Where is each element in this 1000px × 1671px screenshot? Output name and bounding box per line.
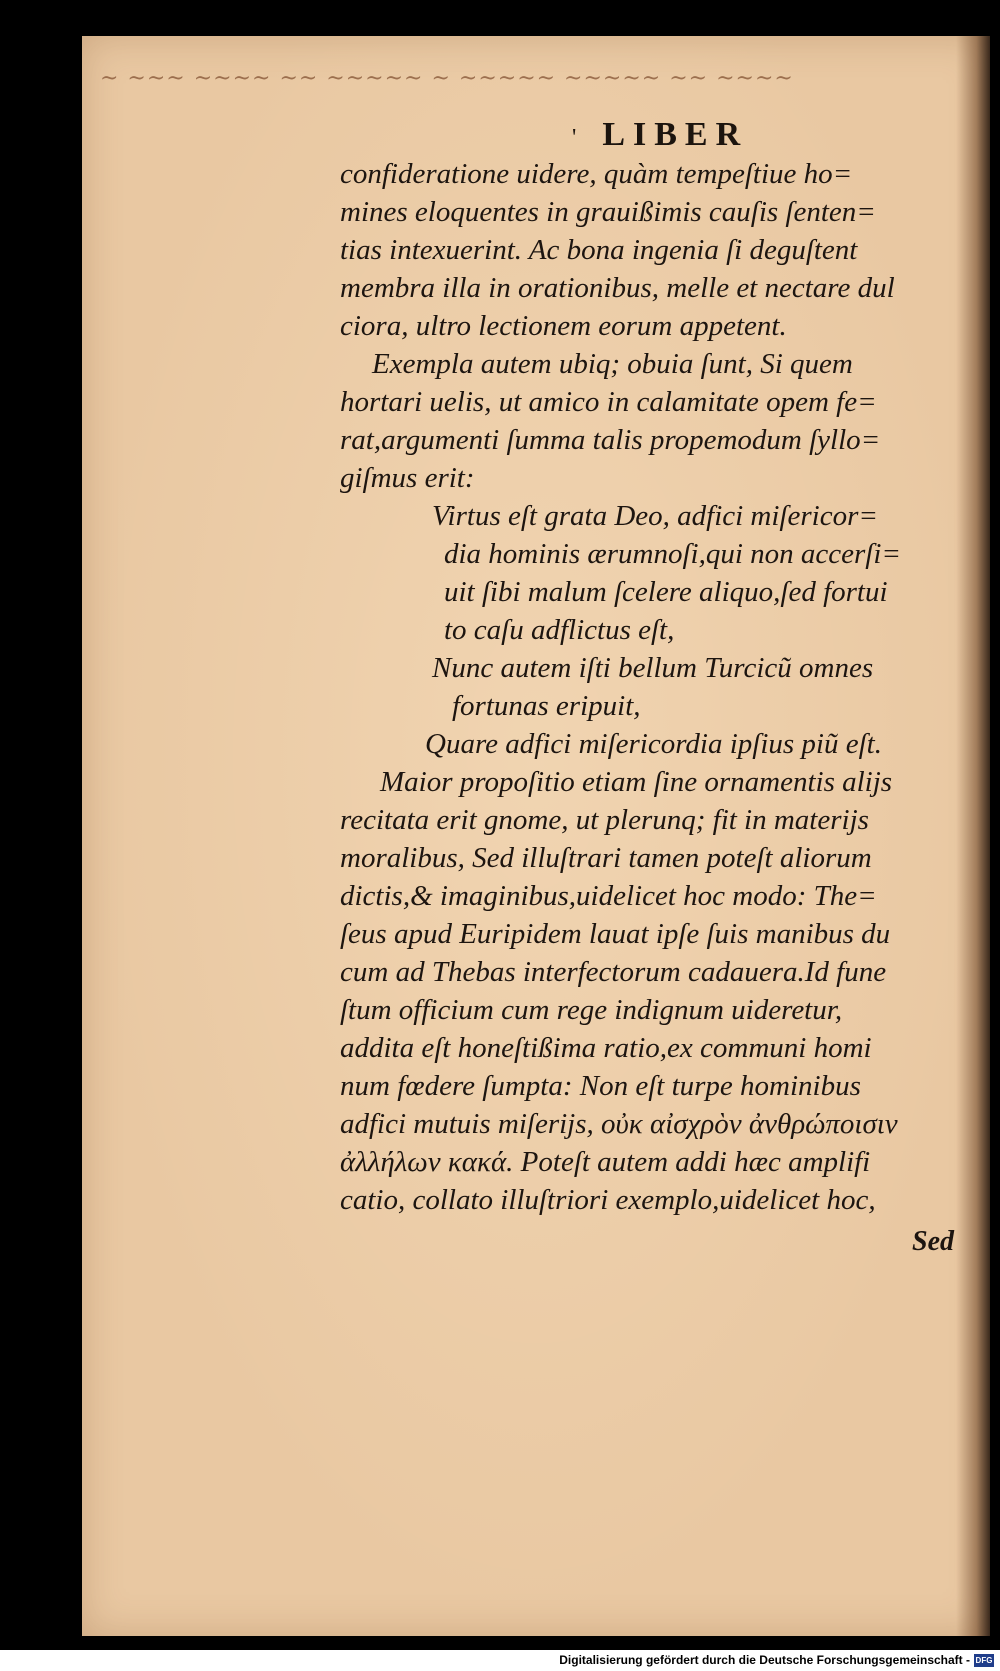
syllogism-line: Nunc autem iſti bellum Turcicũ omnes <box>432 652 874 684</box>
text-line: tias intexuerint. Ac bona ingenia ſi deguſtent <box>340 234 858 266</box>
text-line: addita eſt honeſtißima ratio,ex communi homi <box>340 1032 872 1064</box>
catchword: Sed <box>912 1226 954 1257</box>
syllogism-line: fortunas eripuit, <box>452 690 641 722</box>
text-line: Maior propoſitio etiam ſine ornamentis alijs <box>380 766 893 798</box>
running-title-text: LIBER <box>602 116 749 153</box>
header-mark-icon: ' <box>572 125 585 151</box>
syllogism-line: uit ſibi malum ſcelere aliquo,ſed fortui <box>444 576 888 608</box>
text-line: moralibus, Sed illuſtrari tamen poteſt aliorum <box>340 842 872 874</box>
text-line: recitata erit gnome, ut plerunq; fit in materijs <box>340 804 869 836</box>
syllogism-line: to caſu adflictus eſt, <box>444 614 675 646</box>
syllogism-line: Virtus eſt grata Deo, adfici miſericor= <box>432 500 878 532</box>
page-gutter-shadow <box>956 36 990 1636</box>
funding-credit: Digitalisierung gefördert durch die Deutsche Forschungsgemeinschaft - <box>559 1653 970 1667</box>
book-page <box>82 36 990 1636</box>
text-line: ſtum officium cum rege indignum uideretur, <box>340 994 843 1026</box>
text-line: rat,argumenti ſumma talis propemodum ſyllo= <box>340 424 881 456</box>
text-line: num fœdere ſumpta: Non eſt turpe hominibus <box>340 1070 861 1102</box>
text-line: mines eloquentes in grauißimis cauſis ſenten= <box>340 196 876 228</box>
running-title <box>572 116 748 154</box>
text-line: giſmus erit: <box>340 462 475 494</box>
syllogism-line: dia hominis ærumnoſi,qui non accerſi= <box>444 538 901 570</box>
text-line: dictis,& imaginibus,uidelicet hoc modo: The= <box>340 880 877 912</box>
handwritten-marginal-note: ~ ~~~ ~~~~ ~~ ~~~~~ ~ ~~~~~ ~~~~~ ~~ ~~~~ <box>100 66 794 91</box>
text-line: hortari uelis, ut amico in calamitate opem fe= <box>340 386 877 418</box>
text-line: cum ad Thebas interfectorum cadauera.Id fune <box>340 956 887 988</box>
text-line: ἀλλήλων κακά. Poteſt autem addi hæc amplifi <box>340 1146 871 1178</box>
text-line: adfici mutuis miſerijs, οὐκ αἰσχρὸν ἀνθρώποισιν <box>340 1108 898 1140</box>
dfg-logo-icon: DFG <box>975 1656 993 1665</box>
text-line: ſeus apud Euripidem lauat ipſe ſuis manibus du <box>340 918 891 950</box>
text-line: ciora, ultro lectionem eorum appetent. <box>340 310 787 342</box>
text-line: catio, collato illuſtriori exemplo,uidelicet hoc, <box>340 1184 876 1216</box>
syllogism-line: Quare adfici miſericordia ipſius piũ eſt. <box>425 728 882 760</box>
text-line: Exempla autem ubiq; obuia ſunt, Si quem <box>372 348 853 380</box>
text-line: membra illa in orationibus, melle et nectare dul <box>340 272 895 304</box>
text-line: confideratione uidere, quàm tempeſtiue ho= <box>340 158 853 190</box>
footer-bar <box>0 1650 1000 1671</box>
